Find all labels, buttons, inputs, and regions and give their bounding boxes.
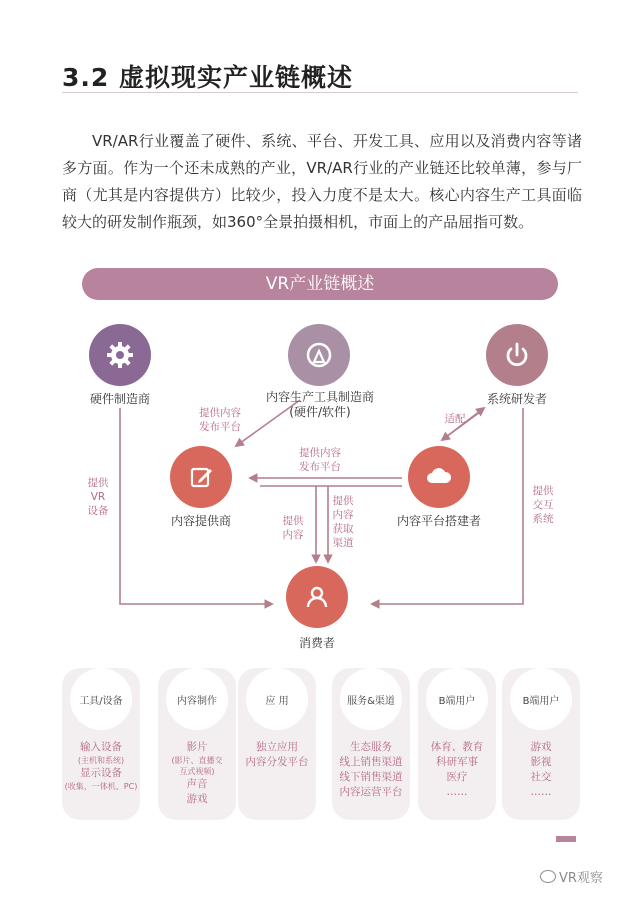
edge-text: 内容 — [332, 509, 354, 521]
edge-text: 发布平台 — [299, 461, 341, 473]
system-dev-label: 系统研发者 — [486, 392, 547, 406]
edge-text: 提供内容 — [199, 407, 241, 419]
content-tools-subtitle: (硬件/软件) — [289, 405, 351, 419]
category-card-item: 社交 — [530, 771, 552, 783]
content-provider-label: 内容提供商 — [170, 514, 231, 528]
category-card-item: …… — [446, 786, 468, 798]
category-card-item: 内容分发平台 — [245, 756, 309, 768]
category-card-items — [332, 740, 410, 800]
category-card — [418, 668, 496, 820]
intro-paragraph: VR/AR行业覆盖了硬件、系统、平台、开发工具、应用以及消费内容等诸多方面。作为一个还未成熟的产业，VR/AR行业的产业链还比较单薄，参与厂商（尤其是内容提供方）比较少，投入力度不是太大。核心内容生产工具面临较大的研发制作瓶颈，如360°全景拍摄相机，市面上的产品屈指可数。 — [62, 132, 582, 231]
edge-label-provider-consumer — [278, 514, 308, 542]
category-card-item: 游戏 — [530, 741, 552, 753]
category-card-item: 互式视频) — [179, 767, 215, 776]
system-dev-node — [486, 324, 548, 386]
platform-builder-node — [408, 446, 470, 508]
category-card-item: 线下销售渠道 — [339, 771, 403, 783]
category-card — [332, 668, 410, 820]
content-tools-title: 内容生产工具制造商 — [265, 390, 374, 404]
edge-text: VR — [90, 491, 106, 503]
content-tools-label — [258, 390, 382, 420]
category-card-item: 声音 — [186, 778, 208, 790]
hardware-label: 硬件制造商 — [89, 392, 150, 406]
category-card-item: (主机和系统) — [77, 756, 125, 765]
edge-text: 渠道 — [332, 537, 354, 549]
edge-text: 提供 — [332, 495, 354, 507]
edge-label-hw-consumer — [86, 476, 110, 518]
edit-icon — [185, 461, 217, 493]
diagram-banner: VR产业链概述 — [82, 268, 558, 300]
category-card-head: 内容制作 — [166, 668, 228, 730]
category-card-items — [158, 740, 236, 807]
edge-text: 交互 — [532, 499, 554, 511]
edge-text: 提供 — [282, 515, 304, 527]
edge-label-system-consumer — [528, 484, 558, 526]
footer-accent-bar — [556, 836, 576, 842]
category-card-head: B端用户 — [510, 668, 572, 730]
category-card — [62, 668, 140, 820]
category-card-head: 服务&渠道 — [340, 668, 402, 730]
edge-text: 提供 — [87, 477, 109, 489]
category-card-item: 影视 — [530, 756, 552, 768]
category-card-item: 科研军事 — [436, 756, 478, 768]
category-card-items — [238, 740, 316, 770]
edge-label-platform-consumer — [330, 494, 356, 550]
edge-text: 发布平台 — [199, 421, 241, 433]
content-tools-node — [288, 324, 350, 386]
category-card-item: 显示设备 — [80, 767, 122, 779]
edge-text: 设备 — [87, 505, 109, 517]
category-card-item: (影片、直播交 — [171, 756, 223, 765]
consumer-label: 消费者 — [298, 636, 335, 650]
watermark-text: VR观察 — [559, 871, 603, 886]
watermark — [540, 867, 603, 886]
edge-label-platform-provider — [290, 446, 350, 474]
edge-text: 提供 — [532, 485, 554, 497]
gear-icon — [104, 339, 136, 371]
category-card-items — [502, 740, 580, 800]
consumer-node — [286, 566, 348, 628]
power-icon — [501, 339, 533, 371]
camera-lens-icon — [303, 339, 335, 371]
category-card-item: 体育、教育 — [430, 741, 484, 753]
user-icon — [301, 581, 333, 613]
category-card — [238, 668, 316, 820]
category-card-item: 输入设备 — [80, 741, 122, 753]
category-card-items — [62, 740, 140, 792]
category-card-item: 线上销售渠道 — [339, 756, 403, 768]
section-title: 3.2 虚拟现实产业链概述 — [62, 63, 353, 92]
category-card-item: (收集、一体机、PC) — [64, 782, 138, 791]
edge-text: 提供内容 — [299, 447, 341, 459]
category-card-items — [418, 740, 496, 800]
category-card-head: B端用户 — [426, 668, 488, 730]
category-card-item: 游戏 — [186, 793, 208, 805]
category-card-item: 影片 — [186, 741, 208, 753]
category-card-item: …… — [530, 786, 552, 798]
category-card — [158, 668, 236, 820]
platform-builder-label: 内容平台搭建者 — [396, 514, 481, 528]
category-card-item: 内容运营平台 — [339, 786, 403, 798]
edge-text: 获取 — [332, 523, 354, 535]
category-card-item: 医疗 — [446, 771, 468, 783]
edge-label-tools-provider — [190, 406, 250, 434]
cloud-icon — [423, 461, 455, 493]
category-card-item: 生态服务 — [350, 741, 392, 753]
category-card-head: 应 用 — [246, 668, 308, 730]
wechat-icon — [540, 870, 556, 883]
hardware-node — [89, 324, 151, 386]
content-provider-node — [170, 446, 232, 508]
edge-text: 系统 — [532, 513, 554, 525]
category-card-head: 工具/设备 — [70, 668, 132, 730]
category-card-item: 独立应用 — [256, 741, 298, 753]
edge-label-adapt: 适配 — [444, 413, 466, 425]
edge-text: 内容 — [282, 529, 304, 541]
category-card — [502, 668, 580, 820]
